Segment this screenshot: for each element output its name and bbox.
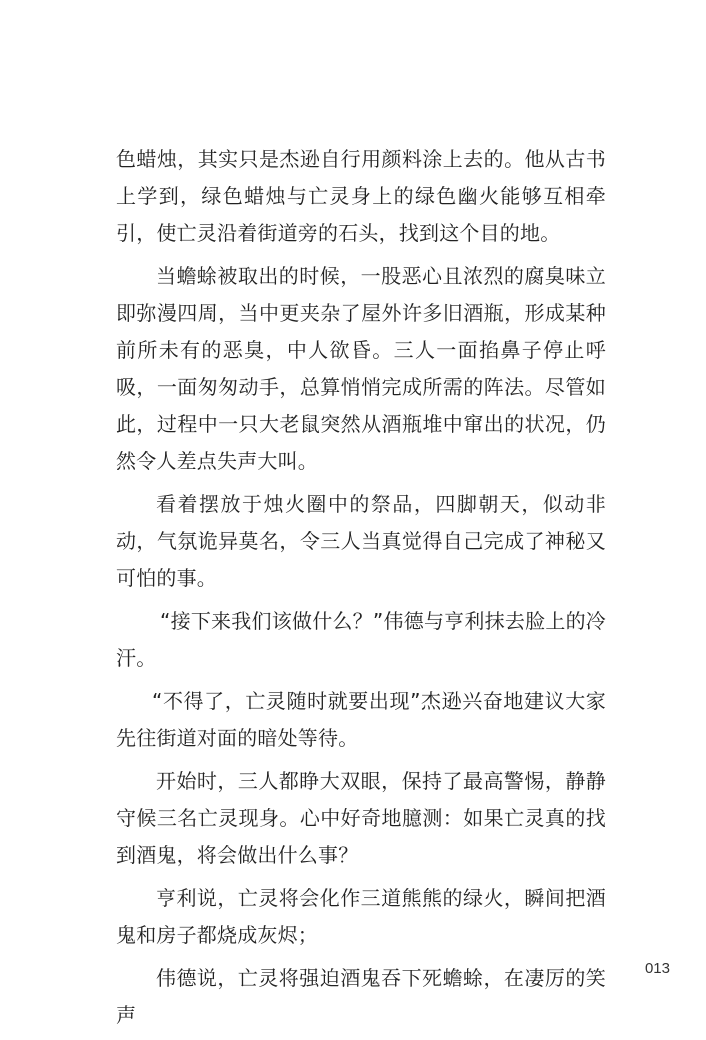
paragraph-ghost-coming: “不得了，亡灵随时就要出现”杰逊兴奋地建议大家先往街道对面的暗处等待。 [116,689,606,750]
page-number: 013 [644,960,670,977]
paragraph-waiting: 开始时，三人都睁大双眼，保持了最高警惕，静静守候三名亡灵现身。心中好奇地臆测：如果亡灵真的找到酒鬼，将会做出什么事？ [116,769,606,867]
paragraph-what-next: “接下来我们该做什么？”伟德与亨利抹去脸上的冷汗。 [116,609,606,670]
paragraph-offering: 看着摆放于烛火圈中的祭品，四脚朝天，似动非动，气氛诡异莫名，令三人当真觉得自己完成了神秘又可怕的事。 [116,492,606,590]
paragraph-wade-says: 伟德说，亡灵将强迫酒鬼吞下死蟾蜍，在凄厉的笑声 [116,966,606,1027]
paragraph-henry-says: 亨利说，亡灵将会化作三道熊熊的绿火，瞬间把酒鬼和房子都烧成灰烬； [116,886,606,947]
paragraph-continued: 色蜡烛，其实只是杰逊自行用颜料涂上去的。他从古书上学到，绿色蜡烛与亡灵身上的绿色幽火能够互相牵引，使亡灵沿着街道旁的石头，找到这个目的地。 [116,147,606,245]
body-text [116,141,606,1040]
paragraph-toad-removed: 当蟾蜍被取出的时候，一股恶心且浓烈的腐臭味立即弥漫四周，当中更夹杂了屋外许多旧酒瓶，形成某种前所未有的恶臭，中人欲昏。三人一面掐鼻子停止呼吸，一面匆匆动手，总算悄悄完成所需的阵法。尽管如此，过程中一只大老鼠突然从酒瓶堆中窜出的状况，仍然令人差点失声大叫。 [116,264,606,473]
